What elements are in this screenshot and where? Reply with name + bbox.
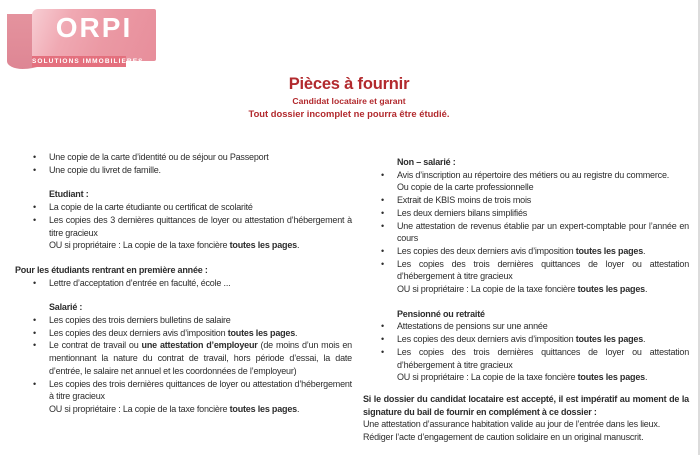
bullet-icon: •	[381, 346, 384, 357]
closing-note-heading: Si le dossier du candidat locataire est accepté, il est impératif au moment de la signature du bail de fournir en complément à ce dossier :	[363, 393, 689, 417]
list-item-text: Les copies des trois derniers bulletins de salaire	[49, 315, 231, 326]
list-item-text: Une attestation de revenus établie par un expert-comptable pour l’année en cours	[397, 220, 689, 244]
list-item-text: Les copies des deux derniers avis d’imposition toutes les pages.	[49, 327, 298, 338]
bullet-icon: •	[33, 277, 36, 288]
list-item-text: Extrait de KBIS moins de trois mois	[397, 195, 532, 206]
list-item	[33, 314, 352, 327]
bullet-icon: •	[381, 334, 384, 345]
list-item	[381, 220, 689, 245]
bullet-icon: •	[33, 340, 36, 351]
list-item-text: Les copies des deux derniers avis d’imposition toutes les pages.	[397, 245, 646, 256]
list-item	[381, 333, 689, 346]
list-item-text: Les copies des trois dernières quittances de loyer ou attestation d’hébergement à titre gracieux OU si propriétaire : La copie de la taxe foncière toutes les pages.	[397, 346, 689, 383]
logo-brand-text: ORPI	[55, 12, 133, 43]
bullet-icon: •	[33, 378, 36, 389]
section	[363, 308, 689, 384]
section-heading: Etudiant :	[49, 189, 89, 200]
section	[15, 151, 352, 176]
list-item-text: Une copie de la carte d’identité ou de séjour ou Passeport	[49, 152, 269, 162]
list-item	[381, 207, 689, 220]
section-heading: Non – salarié :	[397, 157, 456, 167]
bullet-icon: •	[381, 258, 384, 269]
list-item-text: Attestations de pensions sur une année	[397, 321, 548, 332]
bullet-icon: •	[33, 164, 36, 175]
logo-tagline: SOLUTIONS IMMOBILIERES	[32, 58, 144, 65]
subtitle-warning: Tout dossier incomplet ne pourra être étudié.	[248, 108, 450, 119]
list-item-text: Lettre d’acceptation d’entrée en faculté, école ...	[49, 277, 231, 288]
list-item	[33, 339, 352, 377]
list-item	[33, 151, 352, 164]
list-item	[33, 164, 352, 177]
section-heading: Pour les étudiants rentrant en première année :	[15, 264, 208, 275]
bullet-icon: •	[381, 207, 384, 218]
list-item-text: Les copies des trois dernières quittances de loyer ou attestation d’hébergement à titre gracieux OU si propriétaire : La copie de la taxe foncière toutes les pages.	[397, 258, 689, 295]
bullet-icon: •	[33, 152, 36, 162]
closing-note-line: Une attestation d’assurance habitation valide au jour de l’entrée dans les lieux.	[363, 419, 660, 430]
bullet-icon: •	[33, 202, 36, 213]
right-column	[363, 146, 689, 444]
page-title: Pièces à fournir	[288, 75, 410, 93]
list-item-text: Les deux derniers bilans simplifiés	[397, 207, 528, 218]
bullet-icon: •	[33, 315, 36, 326]
list-item	[381, 320, 689, 333]
bullet-icon: •	[33, 327, 36, 338]
document-header	[0, 74, 698, 120]
list-item-text: La copie de la carte étudiante ou certificat de scolarité	[49, 202, 253, 213]
list-item	[381, 169, 689, 194]
section	[15, 188, 352, 252]
list-item-text: Avis d’inscription au répertoire des métiers ou au registre du commerce. Ou copie de la carte professionnelle	[397, 169, 670, 193]
list-item-text: Les copies des deux derniers avis d’imposition toutes les pages.	[397, 334, 646, 345]
list-item	[33, 214, 352, 252]
bullet-icon: •	[381, 195, 384, 206]
bullet-icon: •	[33, 214, 36, 225]
section	[15, 301, 352, 415]
logo-banner	[32, 9, 156, 61]
list-item	[381, 346, 689, 384]
list-item	[33, 327, 352, 340]
list-item-text: Les copies des 3 dernières quittances de loyer ou attestation d’hébergement à titre gracieux OU si propriétaire : La copie de la taxe foncière toutes les pages.	[49, 214, 352, 251]
section-heading: Pensionné ou retraité	[397, 308, 485, 319]
left-column	[15, 146, 352, 416]
orpi-logo	[6, 5, 158, 71]
closing-note-line: Rédiger l’acte d’engagement de caution solidaire en un original manuscrit.	[363, 432, 644, 443]
list-item	[381, 194, 689, 207]
bullet-icon: •	[381, 220, 384, 231]
list-item-text: Une copie du livret de famille.	[49, 164, 161, 175]
section	[15, 264, 352, 289]
bullet-icon: •	[381, 245, 384, 256]
section-heading: Salarié :	[49, 302, 83, 313]
list-item	[33, 277, 352, 290]
bullet-icon: •	[381, 169, 384, 180]
bullet-icon: •	[381, 321, 384, 332]
list-item	[381, 245, 689, 258]
list-item-text: Les copies des trois dernières quittances de loyer ou attestation d’hébergement à titre gracieux OU si propriétaire : La copie de la taxe foncière toutes les pages.	[49, 378, 352, 414]
section	[363, 156, 689, 296]
list-item	[33, 378, 352, 416]
list-item	[33, 201, 352, 214]
list-item	[381, 258, 689, 296]
subtitle-audience: Candidat locataire et garant	[292, 96, 406, 106]
list-item-text: Le contrat de travail ou une attestation d’employeur (de moins d’un mois en mentionnant la nature du contrat de travail, hors période d’essai, la date d’entrée, le salaire net annuel et les coordonnées de l’employeur)	[49, 340, 352, 376]
closing-note	[363, 393, 689, 444]
